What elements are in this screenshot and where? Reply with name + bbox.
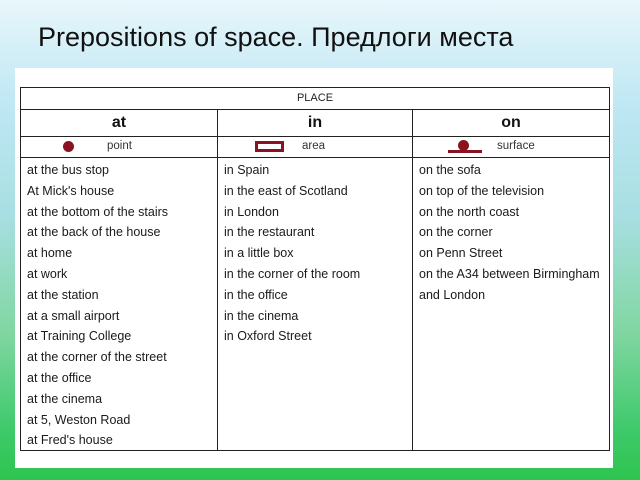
example-entry: at 5, Weston Road (27, 412, 131, 427)
example-entry: at Training College (27, 329, 132, 344)
example-entry: at the bottom of the stairs (27, 204, 169, 219)
example-entry: at the corner of the street (27, 350, 167, 365)
example-entry: at Fred's house (27, 433, 113, 448)
example-entry: on top of the television (419, 183, 545, 198)
example-entry: on the A34 between Birmingham (419, 266, 600, 281)
example-entry: in Spain (224, 163, 270, 177)
example-entry: at the station (27, 287, 99, 302)
slide-title: Prepositions of space. Предлоги места (38, 22, 514, 52)
heading-in: in (218, 110, 413, 136)
example-entry: in the east of Scotland (224, 183, 348, 198)
example-entry: in a little box (224, 246, 294, 261)
example-entry: at work (27, 266, 68, 281)
example-entry: at the cinema (27, 391, 103, 406)
symbol-cell-surface (413, 137, 609, 157)
example-entry: at home (27, 246, 73, 261)
example-entry: at the bus stop (27, 163, 110, 177)
dot-icon (63, 141, 74, 152)
example-entry: on the corner (419, 225, 493, 240)
example-entry: at the office (27, 370, 92, 385)
examples-row (21, 158, 609, 450)
example-entry: At Mick's house (27, 183, 115, 198)
prepositions-table (20, 87, 610, 451)
example-entry: in the restaurant (224, 225, 315, 240)
rectangle-icon (255, 141, 284, 152)
example-entry: at a small airport (27, 308, 120, 323)
in-examples-column (218, 158, 413, 450)
on-examples-column (413, 158, 609, 450)
symbol-label-point: point (107, 140, 132, 152)
example-entry: on the sofa (419, 163, 481, 177)
symbol-cell-point (21, 137, 218, 157)
preposition-heading-row (21, 110, 609, 137)
example-entry: in the office (224, 287, 288, 302)
symbol-label-area: area (302, 140, 326, 152)
example-entry: in Oxford Street (224, 329, 312, 344)
example-entry: in the cinema (224, 308, 299, 323)
at-examples-column (21, 158, 218, 450)
example-entry: on Penn Street (419, 246, 503, 261)
example-entry: at the back of the house (27, 225, 161, 240)
example-entry: in London (224, 204, 279, 219)
example-entry: and London (419, 287, 486, 302)
example-entry: on the north coast (419, 204, 520, 219)
place-header: PLACE (21, 88, 609, 110)
example-entry: in the corner of the room (224, 266, 361, 281)
symbol-cell-area (218, 137, 413, 157)
heading-on: on (501, 114, 521, 131)
symbol-label-surface: surface (497, 140, 535, 152)
heading-at: at (21, 110, 218, 136)
symbol-row (21, 137, 609, 158)
surface-dot (458, 140, 469, 151)
